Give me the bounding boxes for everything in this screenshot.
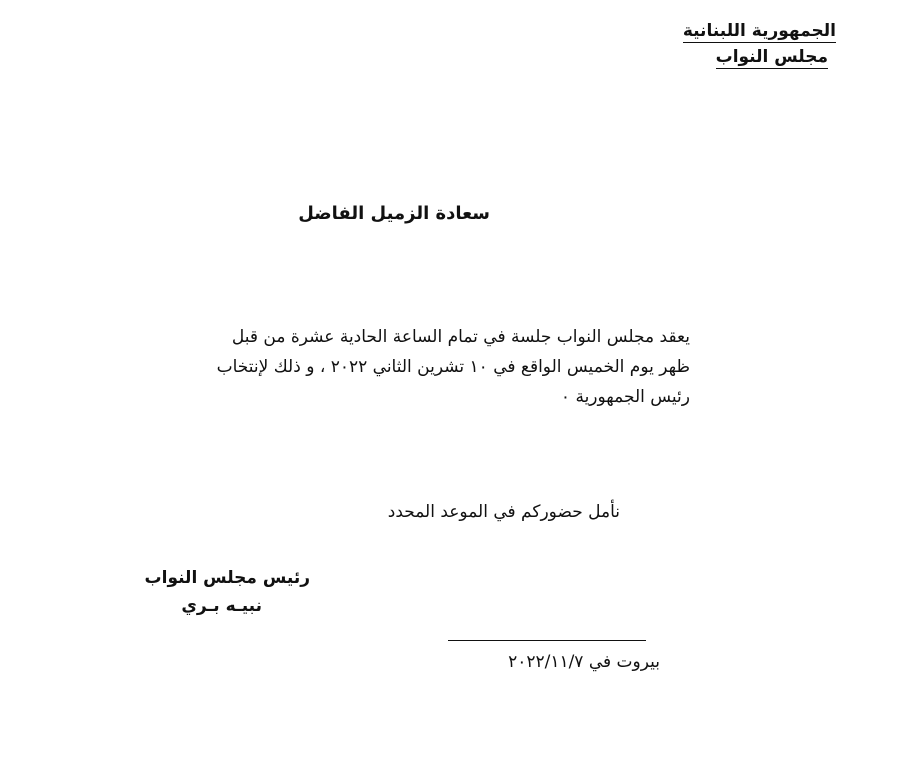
letter-body [100,322,690,412]
letter-body-line-2: ظهر يوم الخميس الواقع في ١٠ تشرين الثاني ٢٠٢٢ ، و ذلك لإنتخاب [216,357,690,377]
signature-block [110,564,310,620]
date-divider-line [448,640,646,641]
letterhead-institution: مجلس النواب [715,47,828,67]
letter-body-line-1: يعقد مجلس النواب جلسة في تمام الساعة الحادية عشرة من قبل [231,327,690,347]
place-and-date: بيروت في ٢٠٢٢/١١/٧ [508,652,660,672]
signature-title: رئيس مجلس النواب [144,568,310,588]
letter-body-line-3: رئيس الجمهورية ٠ [560,387,690,407]
letterhead-country-line [576,18,836,44]
letterhead-institution-line [576,44,836,70]
closing-line: نأمل حضوركم في الموعد المحدد [387,502,620,522]
letterhead [576,18,836,70]
letterhead-country: الجمهورية اللبنانية [682,21,836,41]
signature-name: نبيـه بـري [181,596,262,616]
salutation: سعادة الزميل الفاضل [298,203,490,224]
